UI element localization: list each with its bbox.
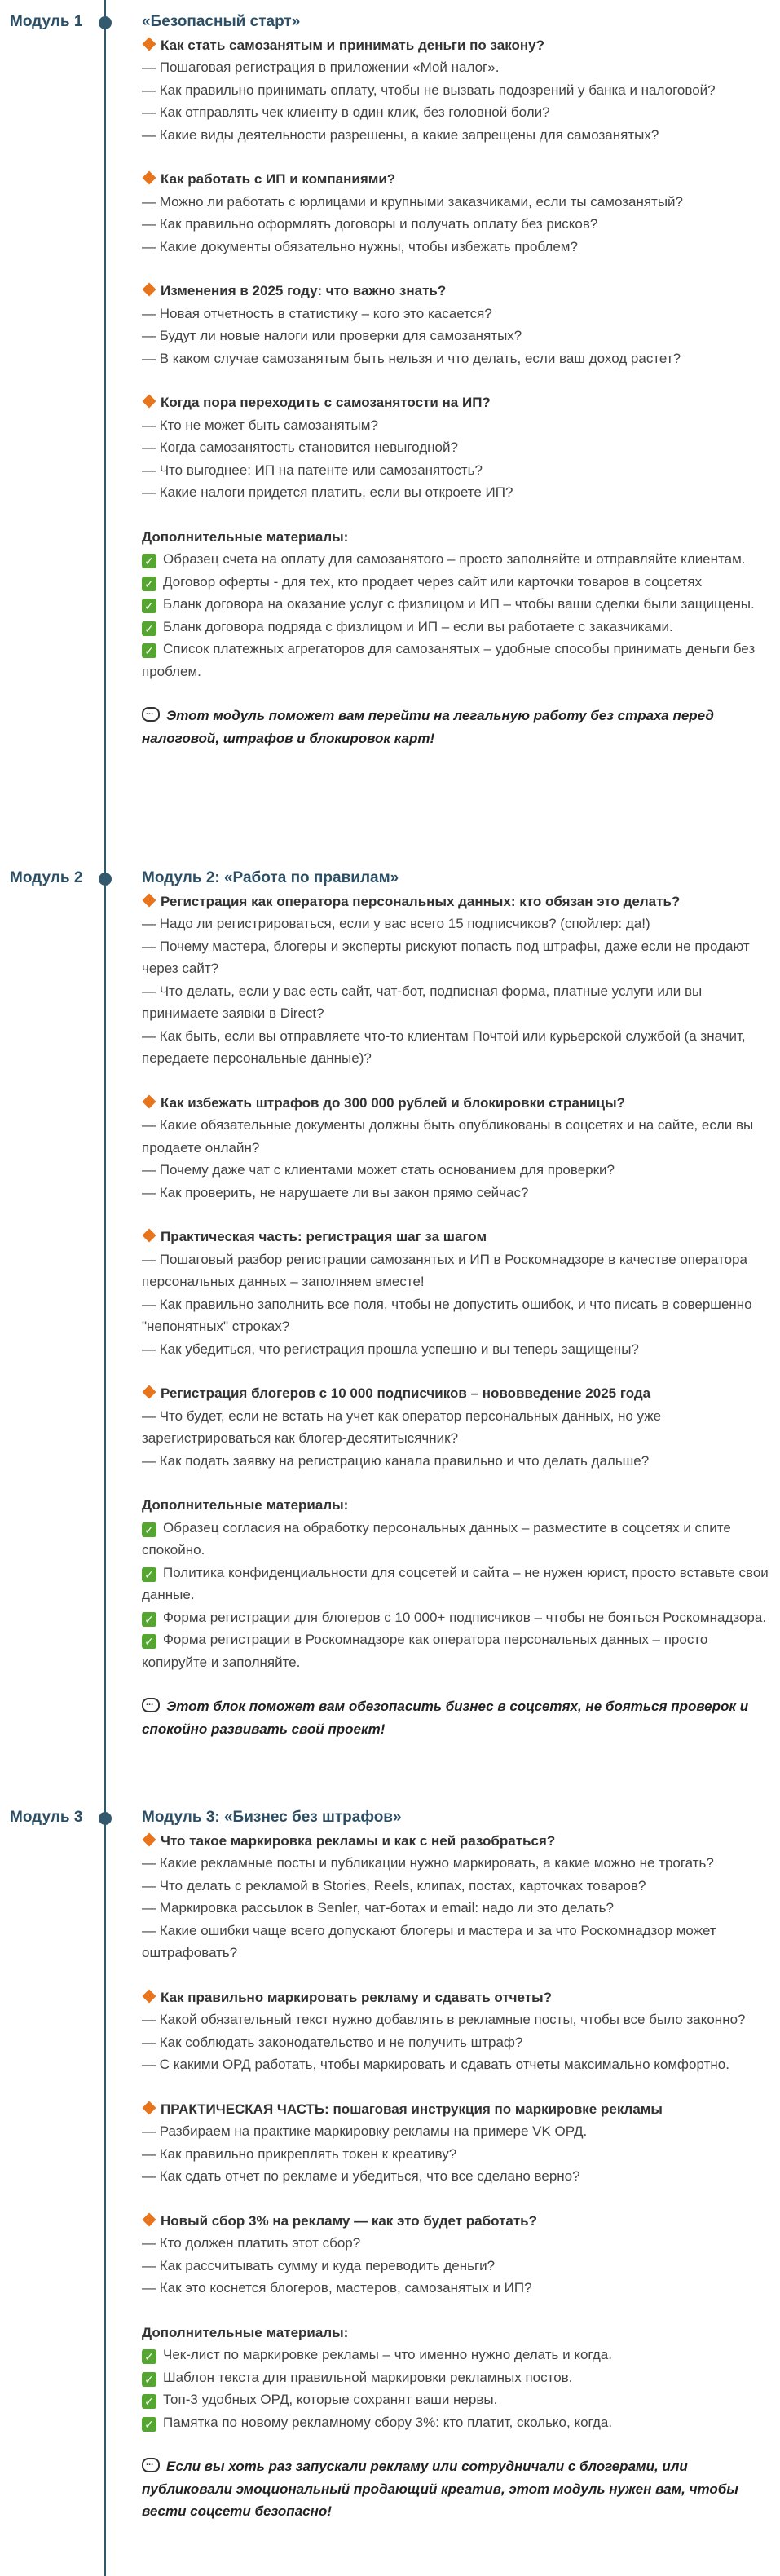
section — [142, 34, 770, 147]
list-item: — Как отправлять чек клиенту в один клик, без головной боли? — [142, 104, 550, 120]
extra-item: ✓ Чек-лист по маркировке рекламы – что именно нужно делать и когда. — [142, 2344, 770, 2366]
extra-item: ✓ Образец счета на оплату для самозанятого – просто заполняйте и отправляйте клиентам. — [142, 548, 770, 571]
extra-item: ✓ Шаблон текста для правильной маркировки рекламных постов. — [142, 2366, 770, 2389]
section — [142, 890, 770, 1070]
orange-diamond-icon — [143, 283, 156, 297]
list-item: — Как подать заявку на регистрацию канала правильно и что делать дальше? — [142, 1452, 650, 1469]
orange-diamond-icon — [143, 1989, 156, 2003]
list-item: — Пошаговая регистрация в приложении «Мой налог». — [142, 60, 500, 75]
module-content — [142, 1806, 770, 2523]
module-content — [142, 867, 770, 1740]
module-summary: ...Этот блок поможет вам обезопасить бизнес в соцсетях, не бояться проверок и спокойно развивать свой проект! — [142, 1695, 770, 1740]
list-item: — Как убедиться, что регистрация прошла успешно и вы теперь защищены? — [142, 1341, 639, 1357]
module-title: Модуль 2: «Работа по правилам» — [142, 869, 399, 886]
list-item: — Какие ошибки чаще всего допускают блогеры и мастера и за что Роскомнадзор может оштрафовать? — [142, 1922, 716, 1960]
extras-title: Дополнительные материалы: — [142, 528, 349, 545]
module-content — [142, 11, 770, 749]
list-item: — Какие виды деятельности разрешены, а какие запрещены для самозанятых? — [142, 126, 659, 143]
list-item: — Что делать, если у вас есть сайт, чат-бот, подписная форма, платные услуги или вы принимаете заявки в Direct? — [142, 983, 703, 1021]
section-title: Новый сбор 3% на рекламу — как это будет работать? — [142, 2210, 770, 2233]
list-item: — Разбираем на практике маркировку рекламы на примере VK ОРД. — [142, 2123, 588, 2139]
check-icon: ✓ — [142, 2372, 156, 2387]
module-label: Модуль 3 — [10, 1809, 83, 1826]
list-item: — Будут ли новые налоги или проверки для самозанятых? — [142, 328, 522, 343]
extra-item: ✓ Политика конфиденциальности для соцсетей и сайта – не нужен юрист, просто вставьте свои данные. — [142, 1564, 769, 1602]
list-item: — Как быть, если вы отправляете что-то клиентам Почтой или курьерской службой (а значит, передаете персональные данные)? — [142, 1027, 746, 1066]
list-item: — Какие обязательные документы должны быть опубликованы в соцсетях и на сайте, если вы продаете онлайн? — [142, 1117, 754, 1155]
timeline-line — [104, 0, 106, 2576]
section-title: Изменения в 2025 году: что важно знать? — [142, 280, 770, 303]
list-item: — Что делать с рекламой в Stories, Reels, клипах, постах, карточках товаров? — [142, 1877, 646, 1893]
orange-diamond-icon — [143, 37, 156, 51]
extra-item: ✓ Топ-3 удобных ОРД, которые сохранят ваши нервы. — [142, 2388, 770, 2411]
timeline-dot — [99, 16, 112, 29]
orange-diamond-icon — [143, 1385, 156, 1399]
list-item: — Какие рекламные посты и публикации нужно маркировать, а какие можно не трогать? — [142, 1855, 714, 1871]
check-icon: ✓ — [142, 1612, 156, 1627]
list-item: — Как это коснется блогеров, мастеров, самозанятых и ИП? — [142, 2280, 532, 2295]
extra-item: ✓ Бланк договора на оказание услуг с физлицом и ИП – чтобы ваши сделки были защищены. — [142, 593, 770, 616]
section-title: Регистрация блогеров с 10 000 подписчиков – нововведение 2025 года — [142, 1382, 770, 1405]
module-label: Модуль 2 — [10, 869, 83, 886]
list-item: — В каком случае самозанятым быть нельзя и что делать, если ваш доход растет? — [142, 350, 681, 366]
orange-diamond-icon — [143, 1229, 156, 1243]
section — [142, 1986, 770, 2076]
section-title: Когда пора переходить с самозанятости на ИП? — [142, 391, 770, 414]
list-item: — Как рассчитывать сумму и куда переводить деньги? — [142, 2257, 496, 2273]
list-item: — Надо ли регистрироваться, если у вас всего 15 подписчиков? (спойлер: да!) — [142, 916, 650, 931]
section-title: Как избежать штрафов до 300 000 рублей и блокировки страницы? — [142, 1092, 770, 1115]
list-item: — С какими ОРД работать, чтобы маркировать и сдавать отчеты максимально комфортно. — [142, 2057, 729, 2072]
section-title: Практическая часть: регистрация шаг за шагом — [142, 1226, 770, 1248]
check-icon: ✓ — [142, 554, 156, 568]
list-item: — Новая отчетность в статистику – кого это касается? — [142, 305, 492, 321]
section — [142, 2210, 770, 2300]
section — [142, 168, 770, 258]
extras-title: Дополнительные материалы: — [142, 1497, 349, 1513]
extra-item: ✓ Памятка по новому рекламному сбору 3%: кто платит, сколько, когда. — [142, 2411, 770, 2434]
orange-diamond-icon — [143, 2101, 156, 2114]
module-title: Модуль 3: «Бизнес без штрафов» — [142, 1809, 402, 1826]
list-item: — Почему даже чат с клиентами может стать основанием для проверки? — [142, 1162, 615, 1178]
check-icon: ✓ — [142, 2417, 156, 2432]
list-item: — Что будет, если не встать на учет как оператор персональных данных, но уже зарегистрироваться как блогер-десятитысячник? — [142, 1407, 662, 1446]
timeline-dot — [99, 873, 112, 886]
list-item: — Как правильно прикреплять токен к креативу? — [142, 2145, 457, 2162]
extra-item: ✓ Бланк договора подряда с физлицом и ИП – если вы работаете с заказчиками. — [142, 616, 770, 638]
section — [142, 2098, 770, 2188]
module-summary: ...Этот модуль поможет вам перейти на легальную работу без страха перед налоговой, штрафов и блокировок карт! — [142, 705, 770, 749]
orange-diamond-icon — [143, 395, 156, 409]
check-icon: ✓ — [142, 577, 156, 591]
list-item: — Пошаговый разбор регистрации самозанятых и ИП в Роскомнадзоре в качестве оператора персональных данных – заполняем вместе! — [142, 1251, 747, 1289]
module-summary: ...Если вы хоть раз запускали рекламу или сотрудничали с блогерами, или публиковали эмоциональный продающий креатив, этот модуль нужен вам, чтобы вести соцсети безопасно! — [142, 2455, 770, 2523]
list-item: — Как проверить, не нарушаете ли вы закон прямо сейчас? — [142, 1184, 529, 1200]
extra-item: ✓ Образец согласия на обработку персональных данных – разместите в соцсетях и спите спокойно. — [142, 1519, 731, 1558]
check-icon: ✓ — [142, 1567, 156, 1582]
extra-item: ✓ Форма регистрации в Роскомнадзоре как оператора персональных данных – просто копируйте и заполняйте. — [142, 1632, 708, 1670]
orange-diamond-icon — [143, 2212, 156, 2226]
list-item: — Кто должен платить этот сбор? — [142, 2235, 361, 2251]
orange-diamond-icon — [143, 1832, 156, 1846]
list-item: — Можно ли работать с юрлицами и крупными заказчиками, если ты самозанятый? — [142, 193, 684, 210]
list-item: — Как сдать отчет по рекламе и убедиться, что все сделано верно? — [142, 2168, 580, 2184]
check-icon: ✓ — [142, 1522, 156, 1537]
list-item: — Кто не может быть самозанятым? — [142, 417, 378, 433]
section-title: Регистрация как оператора персональных данных: кто обязан это делать? — [142, 890, 770, 913]
check-icon: ✓ — [142, 599, 156, 613]
list-item: — Маркировка рассылок в Senler, чат-ботах и email: надо ли это делать? — [142, 1900, 614, 1915]
section-title: ПРАКТИЧЕСКАЯ ЧАСТЬ: пошаговая инструкция по маркировке рекламы — [142, 2098, 770, 2121]
timeline-dot — [99, 1812, 112, 1825]
list-item: — Когда самозанятость становится невыгодной? — [142, 440, 458, 455]
section — [142, 1226, 770, 1360]
check-icon: ✓ — [142, 2349, 156, 2364]
check-icon: ✓ — [142, 2394, 156, 2409]
extra-item: ✓ Форма регистрации для блогеров с 10 000+ подписчиков – чтобы не бояться Роскомнадзора. — [142, 1606, 770, 1629]
check-icon: ✓ — [142, 643, 156, 658]
section-title: Как правильно маркировать рекламу и сдавать отчеты? — [142, 1986, 770, 2009]
extra-item: ✓ Договор оферты - для тех, кто продает через сайт или карточки товаров в соцсетях — [142, 571, 770, 594]
module-title: «Безопасный старт» — [142, 13, 301, 30]
section-title: Как стать самозанятым и принимать деньги по закону? — [142, 34, 770, 57]
section — [142, 1092, 770, 1204]
check-icon: ✓ — [142, 1634, 156, 1649]
list-item: — Как правильно оформлять договоры и получать оплату без рисков? — [142, 216, 598, 232]
list-item: — Какой обязательный текст нужно добавлять в рекламные посты, чтобы все было законно? — [142, 2012, 746, 2027]
list-item: — Какие документы обязательно нужны, чтобы избежать проблем? — [142, 238, 578, 254]
section — [142, 1382, 770, 1472]
section — [142, 1830, 770, 1964]
speech-bubble-icon — [142, 1698, 160, 1712]
list-item: — Как правильно заполнить все поля, чтобы не допустить ошибок, и что писать в совершенно "непонятных" строках? — [142, 1296, 752, 1334]
section-title: Что такое маркировка рекламы и как с ней разобраться? — [142, 1830, 770, 1853]
module-label: Модуль 1 — [10, 13, 83, 30]
orange-diamond-icon — [143, 893, 156, 907]
speech-bubble-icon — [142, 707, 160, 722]
orange-diamond-icon — [143, 1094, 156, 1108]
check-icon: ✓ — [142, 621, 156, 636]
extras-title: Дополнительные материалы: — [142, 2324, 349, 2340]
list-item: — Как соблюдать законодательство и не получить штраф? — [142, 2034, 523, 2050]
orange-diamond-icon — [143, 171, 156, 185]
list-item: — Какие налоги придется платить, если вы откроете ИП? — [142, 484, 513, 500]
section — [142, 280, 770, 369]
section — [142, 391, 770, 504]
list-item: — Что выгоднее: ИП на патенте или самозанятость? — [142, 462, 483, 478]
list-item: — Почему мастера, блогеры и эксперты рискуют попасть под штрафы, даже если не продают через сайт? — [142, 938, 750, 976]
extra-item: ✓ Список платежных агрегаторов для самозанятых – удобные способы принимать деньги без проблем. — [142, 641, 756, 679]
section-title: Как работать с ИП и компаниями? — [142, 168, 770, 191]
speech-bubble-icon — [142, 2458, 160, 2472]
list-item: — Как правильно принимать оплату, чтобы не вызвать подозрений у банка и налоговой? — [142, 82, 716, 98]
